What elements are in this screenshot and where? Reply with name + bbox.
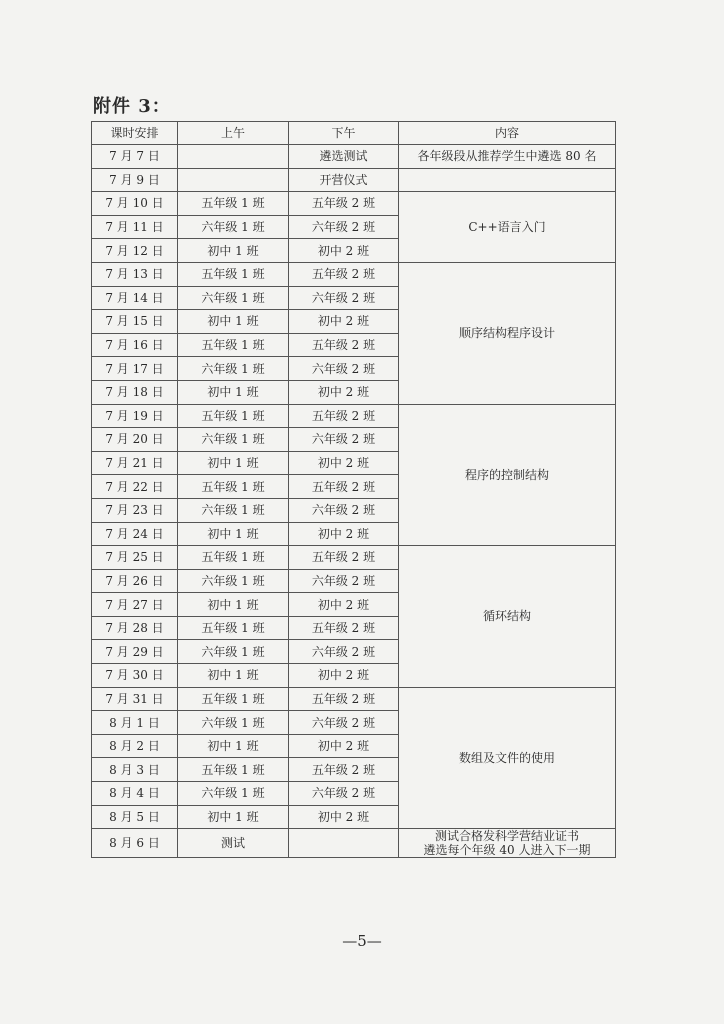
morning-cell: 五年级 1 班 [178,333,289,357]
afternoon-cell: 六年级 2 班 [289,711,399,735]
morning-cell: 初中 1 班 [178,451,289,475]
afternoon-cell: 初中 2 班 [289,805,399,829]
morning-cell: 初中 1 班 [178,522,289,546]
afternoon-cell: 初中 2 班 [289,310,399,334]
date-cell: 7 月 12 日 [92,239,178,263]
afternoon-cell: 初中 2 班 [289,522,399,546]
date-cell: 7 月 25 日 [92,546,178,570]
morning-cell: 五年级 1 班 [178,687,289,711]
date-cell: 7 月 26 日 [92,569,178,593]
date-cell: 7 月 9 日 [92,168,178,192]
date-cell: 8 月 5 日 [92,805,178,829]
table-row [92,168,616,192]
morning-cell: 初中 1 班 [178,380,289,404]
table-row [92,262,616,286]
morning-cell: 五年级 1 班 [178,262,289,286]
morning-cell: 六年级 1 班 [178,357,289,381]
table-row [92,687,616,711]
morning-cell [178,145,289,169]
header-morning: 上午 [178,122,289,145]
afternoon-cell: 六年级 2 班 [289,498,399,522]
morning-cell: 六年级 1 班 [178,711,289,735]
date-cell: 7 月 13 日 [92,262,178,286]
date-cell: 7 月 16 日 [92,333,178,357]
morning-cell: 六年级 1 班 [178,428,289,452]
table-row [92,145,616,169]
afternoon-cell [289,829,399,858]
afternoon-cell: 初中 2 班 [289,451,399,475]
afternoon-cell: 遴选测试 [289,145,399,169]
date-cell: 7 月 20 日 [92,428,178,452]
date-cell: 7 月 29 日 [92,640,178,664]
header-row [92,122,616,145]
morning-cell: 五年级 1 班 [178,192,289,216]
date-cell: 8 月 1 日 [92,711,178,735]
afternoon-cell: 五年级 2 班 [289,192,399,216]
morning-cell: 初中 1 班 [178,310,289,334]
morning-cell [178,168,289,192]
content-cell-final [399,829,616,858]
date-cell: 8 月 3 日 [92,758,178,782]
header-date: 课时安排 [92,122,178,145]
afternoon-cell: 五年级 2 班 [289,475,399,499]
morning-cell: 六年级 1 班 [178,286,289,310]
morning-cell: 初中 1 班 [178,593,289,617]
afternoon-cell: 初中 2 班 [289,593,399,617]
afternoon-cell: 五年级 2 班 [289,687,399,711]
date-cell: 7 月 21 日 [92,451,178,475]
morning-cell: 初中 1 班 [178,734,289,758]
morning-cell: 初中 1 班 [178,805,289,829]
afternoon-cell: 六年级 2 班 [289,569,399,593]
morning-cell: 六年级 1 班 [178,215,289,239]
afternoon-cell: 五年级 2 班 [289,546,399,570]
morning-cell: 六年级 1 班 [178,640,289,664]
header-content: 内容 [399,122,616,145]
date-cell: 7 月 10 日 [92,192,178,216]
content-cell [399,168,616,192]
afternoon-cell: 六年级 2 班 [289,428,399,452]
page-number: —5— [342,932,382,950]
afternoon-cell: 五年级 2 班 [289,404,399,428]
date-cell: 7 月 22 日 [92,475,178,499]
table-row [92,404,616,428]
date-cell: 7 月 24 日 [92,522,178,546]
content-cell-control-structure: 程序的控制结构 [399,404,616,546]
afternoon-cell: 六年级 2 班 [289,215,399,239]
afternoon-cell: 初中 2 班 [289,734,399,758]
date-cell: 7 月 18 日 [92,380,178,404]
content-cell-arrays-files: 数组及文件的使用 [399,687,616,829]
morning-cell: 六年级 1 班 [178,569,289,593]
morning-cell: 初中 1 班 [178,664,289,688]
morning-cell: 五年级 1 班 [178,758,289,782]
afternoon-cell: 五年级 2 班 [289,616,399,640]
date-cell: 8 月 2 日 [92,734,178,758]
content-cell-sequential: 顺序结构程序设计 [399,262,616,404]
date-cell: 7 月 30 日 [92,664,178,688]
morning-cell: 五年级 1 班 [178,404,289,428]
morning-cell: 五年级 1 班 [178,616,289,640]
content-line: 测试合格发科学营结业证书 [434,829,579,844]
afternoon-cell: 六年级 2 班 [289,782,399,806]
morning-cell: 五年级 1 班 [178,475,289,499]
date-cell: 8 月 6 日 [92,829,178,858]
afternoon-cell: 五年级 2 班 [289,333,399,357]
afternoon-cell: 初中 2 班 [289,664,399,688]
afternoon-cell: 六年级 2 班 [289,286,399,310]
content-line: 遴选每个年级 40 人进入下一期 [423,843,591,858]
content-cell-loops: 循环结构 [399,546,616,688]
date-cell: 7 月 28 日 [92,616,178,640]
schedule-table [91,121,616,858]
afternoon-cell: 五年级 2 班 [289,262,399,286]
attachment-title: 附件 3： [93,96,171,117]
afternoon-cell: 开营仪式 [289,168,399,192]
morning-cell: 五年级 1 班 [178,546,289,570]
afternoon-cell: 六年级 2 班 [289,357,399,381]
morning-cell: 六年级 1 班 [178,782,289,806]
afternoon-cell: 五年级 2 班 [289,758,399,782]
table-row [92,546,616,570]
date-cell: 7 月 11 日 [92,215,178,239]
header-afternoon: 下午 [289,122,399,145]
morning-cell: 测试 [178,829,289,858]
date-cell: 7 月 23 日 [92,498,178,522]
table-row [92,829,616,858]
afternoon-cell: 初中 2 班 [289,239,399,263]
date-cell: 7 月 17 日 [92,357,178,381]
date-cell: 7 月 27 日 [92,593,178,617]
morning-cell: 六年级 1 班 [178,498,289,522]
date-cell: 7 月 15 日 [92,310,178,334]
morning-cell: 初中 1 班 [178,239,289,263]
date-cell: 7 月 14 日 [92,286,178,310]
content-cell-cpp-intro: C++语言入门 [399,192,616,263]
afternoon-cell: 初中 2 班 [289,380,399,404]
afternoon-cell: 六年级 2 班 [289,640,399,664]
date-cell: 7 月 19 日 [92,404,178,428]
date-cell: 7 月 31 日 [92,687,178,711]
date-cell: 7 月 7 日 [92,145,178,169]
content-cell: 各年级段从推荐学生中遴选 80 名 [399,145,616,169]
table-row [92,192,616,216]
date-cell: 8 月 4 日 [92,782,178,806]
